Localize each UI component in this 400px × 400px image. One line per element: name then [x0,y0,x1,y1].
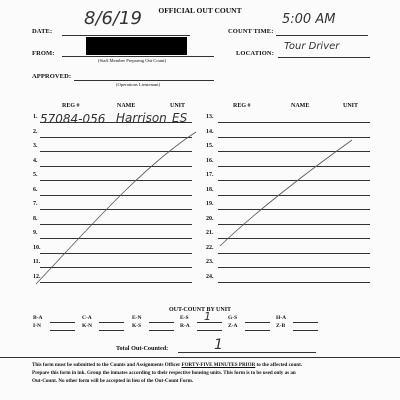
row-number: 11. [33,259,41,265]
unit-count-line [149,322,174,323]
unit-label: I-N [33,323,41,329]
footer-line-2: Prepare this form in ink. Group the inmates according to their respective housing units. This form is to be used only as an [32,370,296,376]
right-name-header: NAME [291,103,310,109]
row-number: 23. [206,259,214,265]
row-number: 7. [33,201,38,207]
left-strike-line [36,132,196,284]
row-number: 8. [33,215,38,222]
unit-count-line [50,322,75,323]
row1-name: Harrison [116,111,167,125]
unit-label: R-A [180,323,190,329]
row-number: 14. [206,128,214,135]
unit-count-line [197,330,222,331]
footer-divider [0,357,400,358]
date-value: 8/6/19 [84,8,142,29]
total-value: 1 [214,337,223,353]
unit-count-line [99,322,124,323]
count-time-value: 5:00 AM [282,12,336,27]
row-number: 2. [33,128,38,135]
unit-count-line [293,322,318,323]
row-number: 6. [33,186,38,193]
row-number: 17. [206,172,214,178]
row-number: 10. [33,244,41,251]
count-time-label: COUNT TIME: [228,28,274,35]
unit-label: H-A [276,315,287,321]
right-reg-header: REG # [233,103,251,109]
row-number: 5. [33,172,38,178]
unit-count-line [149,330,174,331]
unit-label: K-S [132,323,142,329]
row-number: 16. [206,157,214,164]
row-number: 19. [206,201,214,207]
left-reg-header: REG # [62,103,80,109]
form-title: OFFICIAL OUT COUNT [158,6,242,15]
unit-count-line [293,330,318,331]
row-number: 21. [206,230,214,236]
approved-caption: (Operations Lieutenant) [116,82,161,87]
row-number: 18. [206,186,214,193]
right-unit-header: UNIT [343,103,359,109]
unit-count-line [99,330,124,331]
unit-label: K-N [82,323,93,329]
footer-line-3: Out-Count. No other form will be accepted in lieu of the Out-Count Form. [32,378,194,384]
unit-label: E-S [180,315,189,321]
location-value: Tour Driver [284,41,340,52]
unit-label: E-N [132,315,142,321]
row-number: 12. [33,273,41,280]
unit-count-line [245,330,270,331]
row-number: 15. [206,143,214,149]
row-number: 20. [206,215,214,222]
unit-label: C-A [82,315,92,321]
date-label: DATE: [32,28,53,35]
row-number: 4. [33,157,38,164]
row1-unit: ES [172,111,188,125]
unit-label: G-S [228,315,238,321]
footer-line-1-emphasis: FORTY-FIVE MINUTES PRIOR [181,362,256,368]
unit-label: B-A [33,315,43,321]
total-underline [178,352,316,353]
from-caption: (Staff Member Preparing Out Count) [98,58,167,63]
left-name-header: NAME [117,103,136,109]
unit-label: Z-A [228,323,238,329]
from-label: FROM: [32,50,55,57]
unit-count-line [245,322,270,323]
unit-label: Z-B [276,323,286,329]
unit-count-value: 1 [204,310,211,323]
row-number: 24. [206,273,214,280]
by-unit-title: OUT-COUNT BY UNIT [168,307,232,313]
row1-reg: 57084-056 [40,112,106,126]
footer-line-1 [32,362,302,370]
row-number: 22. [206,244,214,251]
footer-line-1-c: to the affected count. [255,362,303,368]
footer-line-1-a: This form must be submitted to the Counts and Assignments Officer [32,362,182,368]
row-number: 3. [33,143,38,149]
row-number: 1. [33,114,38,120]
unit-count-line [50,330,75,331]
location-label: LOCATION: [236,50,274,57]
left-unit-header: UNIT [170,103,186,109]
total-label: Total Out-Counted: [116,345,169,352]
approved-label: APPROVED: [32,73,72,80]
row-number: 13. [206,114,214,120]
right-strike-line [220,140,352,246]
row-number: 9. [33,230,38,236]
